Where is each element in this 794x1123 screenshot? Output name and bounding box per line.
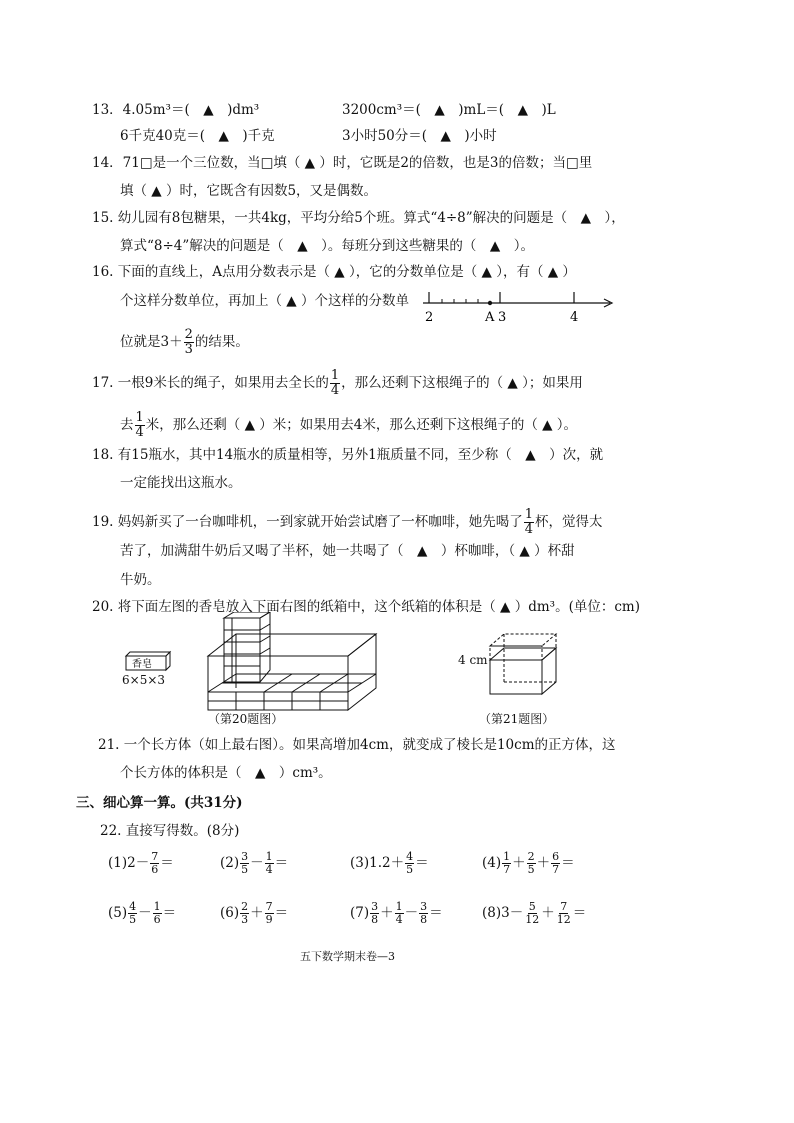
q21-caption: （第21题图） [479,712,555,726]
q21-height-label: 4 cm [458,653,488,667]
soap-dims: 6×5×3 [122,673,166,687]
q16-line2: 个这样分数单位，再加上（ ▲ ）个这样的分数单 [120,293,409,309]
denominator: 4 [330,383,340,398]
section3-heading: 三、细心算一算。(共31分) [76,795,243,811]
denominator: 5 [527,863,535,876]
numerator: 4 [129,900,137,913]
fraction [330,369,340,398]
q13-line1b: 3200cm³＝( ▲ )mL＝( ▲ )L [342,102,556,118]
q19-line3: 牛奶。 [120,572,161,588]
denominator: 8 [371,913,379,926]
calc-label: (6) [220,905,240,921]
box-top-face [208,634,376,656]
calc-operator: ＋ [512,855,526,871]
fraction [370,901,379,926]
q20-text: 20. 将下面左图的香皂放入下面右图的纸箱中，这个纸箱的体积是（ ▲ ）dm³。(单位：cm) [92,599,640,615]
calc-label: (5) [108,905,128,921]
fraction [184,328,194,357]
calc-prefix: 1.2＋ [369,855,405,871]
box-figure [202,612,380,712]
fraction [395,901,404,926]
numerator: 1 [330,368,340,383]
q17-line1 [92,369,583,398]
fraction [128,901,137,926]
denominator: 12 [556,913,571,926]
q15-line2: 算式“8÷4”解决的问题是（ ▲ ）。每班分到这些糖果的（ ▲ ）。 [120,238,535,254]
calc-label: (4) [482,855,502,871]
numerator: 1 [395,900,403,913]
cuboid-side [542,648,556,694]
calc-equals: ＝ [274,905,289,921]
fraction [265,851,274,876]
calc-item [220,849,288,877]
calc-item [482,899,586,927]
denominator: 4 [395,913,403,926]
point-a [488,301,492,305]
denominator: 6 [153,913,161,926]
numerator: 3 [241,850,249,863]
numerator: 4 [406,850,414,863]
calc-equals: ＝ [415,855,429,871]
q16-line3 [120,328,249,357]
calc-item [350,899,443,927]
q21-line1: 21. 一个长方体（如上最右图）。如果高增加4cm，就变成了棱长是10cm的正方体，这 [98,737,616,753]
calc-item [108,849,174,877]
q19-line1-post: 杯，觉得太 [535,514,603,530]
q22-heading: 22. 直接写得数。(8分) [100,823,240,839]
cuboid-front [490,660,542,694]
fraction [524,508,534,537]
cuboid-figure [484,630,564,700]
denominator: 5 [129,913,137,926]
calc-item [482,849,575,877]
page-footer: 五下数学期末卷—3 [300,950,395,963]
numerator: 5 [528,900,536,913]
calc-operator: ＋ [541,905,555,921]
cuboid-top [490,648,556,660]
calc-item [108,899,176,927]
q17-line2-post: 米，那么还剩（ ▲ ）米；如果用去4米，那么还剩下这根绳子的（ ▲ ）。 [145,417,578,433]
calc-operator: － [404,905,419,921]
fraction [135,411,145,440]
fraction [265,901,274,926]
numerator: 1 [153,900,161,913]
fraction [153,901,162,926]
calc-equals: ＝ [274,855,289,871]
q13-line1a: 13．4.05m³＝( ▲ )dm³ [92,102,260,118]
denominator: 12 [525,913,540,926]
calc-equals: ＝ [160,855,174,871]
calc-operator: ＋ [536,855,551,871]
q14-line2: 填（ ▲ ）时，它既含有因数5，又是偶数。 [120,183,378,199]
q19-line1 [92,508,603,537]
calc-equals: ＝ [162,905,177,921]
q16-line3-pre: 位就是3＋ [120,334,183,350]
numerator: 1 [135,410,144,425]
calc-item [350,849,429,877]
denominator: 3 [241,913,249,926]
soap-top [126,652,170,656]
fraction [502,851,511,876]
numerator: 3 [420,900,428,913]
denominator: 7 [503,863,511,876]
fraction [405,851,414,876]
denominator: 5 [406,863,414,876]
q15-line1: 15. 幼儿园有8包糖果，一共4kg，平均分给5个班。算式“4÷8”解决的问题是（ ▲ ）， [92,210,625,226]
fraction [419,901,428,926]
denominator: 5 [241,863,249,876]
denominator: 9 [265,913,273,926]
soap-side [166,652,170,670]
numerator: 1 [524,507,534,522]
q18-line2: 一定能找出这瓶水。 [120,475,242,491]
numerator: 1 [265,850,273,863]
calc-prefix: 3－ [501,905,524,921]
numerator: 2 [184,327,193,342]
fraction [150,851,159,876]
fraction [527,851,536,876]
q17-line1-pre: 17. 一根9米长的绳子，如果用去全长的 [92,375,329,391]
calc-operator: ＋ [250,905,264,921]
denominator: 4 [135,425,144,440]
numerator: 6 [552,850,560,863]
calc-label: (1) [108,855,128,871]
axis-label-2: 2 [425,310,434,325]
denominator: 6 [151,863,159,876]
q17-line2-pre: 去 [120,417,134,433]
fraction [551,851,560,876]
denominator: 8 [420,913,428,926]
q14-line1: 14．71□是一个三位数，当□填（ ▲ ）时，它既是2的倍数，也是3的倍数；当□里 [92,155,593,171]
denominator: 4 [265,863,273,876]
q17-line1-post: ，那么还剩下这根绳子的（ ▲ ）；如果用 [341,375,583,391]
fraction [556,901,572,926]
axis-label-3: 3 [498,310,507,325]
fraction [240,901,249,926]
fraction [524,901,540,926]
denominator: 7 [552,863,560,876]
q17-line2 [120,411,577,440]
numerator: 2 [241,900,249,913]
q13-line2a: 6千克40克＝( ▲ )千克 [120,128,275,144]
q20-caption: （第20题图） [208,712,284,726]
q19-line1-pre: 19. 妈妈新买了一台咖啡机，一到家就开始尝试磨了一杯咖啡，她先喝了 [92,514,523,530]
numerator: 7 [151,850,159,863]
denominator: 4 [524,522,534,537]
soap-figure [122,650,174,672]
calc-operator: ＋ [380,905,394,921]
calc-prefix: 2－ [127,855,150,871]
calc-label: (8) [482,905,502,921]
calc-equals: ＝ [561,855,575,871]
numerator: 1 [503,850,511,863]
q18-line1: 18. 有15瓶水，其中14瓶水的质量相等，另外1瓶质量不同，至少称（ ▲ ）次，就 [92,447,604,463]
calc-equals: ＝ [572,905,587,921]
numerator: 2 [527,850,535,863]
q16-line1: 16. 下面的直线上，A点用分数表示是（ ▲ ），它的分数单位是（ ▲ ），有（ ▲ ） [92,264,576,280]
q21-line2: 个长方体的体积是（ ▲ ）cm³。 [120,765,332,781]
numerator: 7 [560,900,568,913]
calc-item [220,899,288,927]
calc-label: (7) [350,905,370,921]
numerator: 3 [371,900,379,913]
calc-equals: ＝ [429,905,443,921]
numerator: 7 [265,900,273,913]
axis-label-4: 4 [570,310,579,325]
soap-label: 香皂 [132,659,152,670]
box-side-face [348,634,376,710]
calc-label: (3) [350,855,370,871]
q13-line2b: 3小时50分＝( ▲ )小时 [342,128,497,144]
calc-label: (2) [220,855,240,871]
fraction [240,851,249,876]
axis-label-a: A [485,310,495,325]
number-line [418,284,618,326]
denominator: 3 [184,342,193,357]
calc-operator: － [250,855,264,871]
q16-line3-post: 的结果。 [194,334,249,350]
q19-line2: 苦了，加满甜牛奶后又喝了半杯，她一共喝了（ ▲ ）杯咖啡，（ ▲ ）杯甜 [120,543,575,559]
calc-operator: － [138,905,152,921]
